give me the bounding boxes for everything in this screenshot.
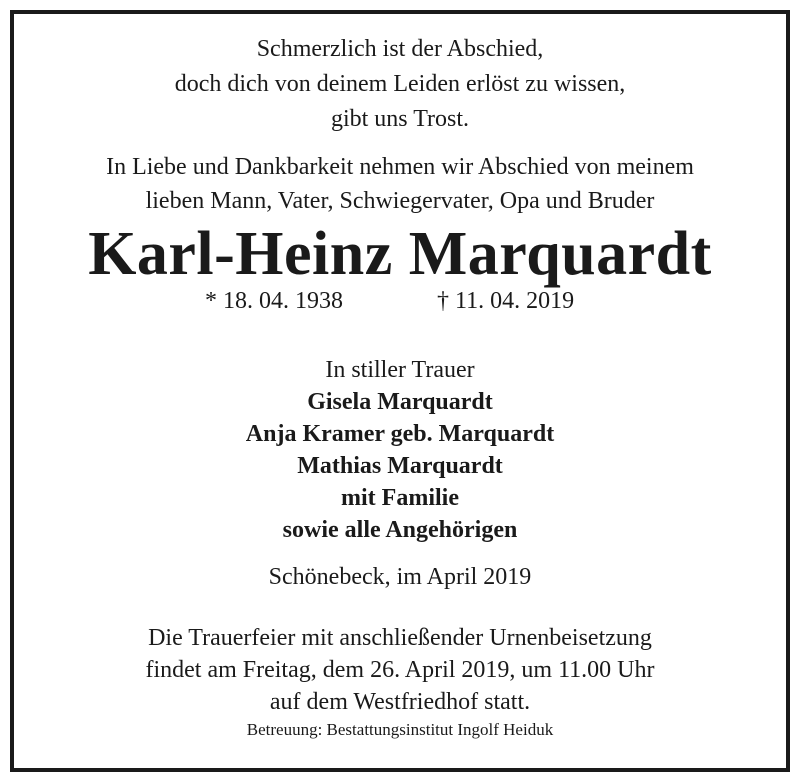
funeral-home-credit: Betreuung: Bestattungsinstitut Ingolf Heiduk xyxy=(246,720,554,739)
mourner-name: sowie alle Angehörigen xyxy=(282,517,518,543)
farewell-intro xyxy=(14,150,786,218)
death-date: † 11. 04. 2019 xyxy=(437,288,575,314)
intro-line: In Liebe und Dankbarkeit nehmen wir Abschied von meinem xyxy=(106,154,694,180)
mourners-list xyxy=(14,354,786,546)
ceremony-details xyxy=(14,622,786,718)
ceremony-line: findet am Freitag, dem 26. April 2019, um 11.00 Uhr xyxy=(145,657,655,683)
mourner-name: Anja Kramer geb. Marquardt xyxy=(245,421,555,447)
mourner-name: mit Familie xyxy=(341,485,459,511)
ceremony-line: Die Trauerfeier mit anschließender Urnenbeisetzung xyxy=(148,625,652,651)
intro-line: lieben Mann, Vater, Schwiegervater, Opa und Bruder xyxy=(145,188,655,214)
verse-line: doch dich von deinem Leiden erlöst zu wissen, xyxy=(174,71,626,97)
ceremony-line: auf dem Westfriedhof statt. xyxy=(269,689,531,715)
deceased-name: Karl-Heinz Marquardt xyxy=(88,220,712,288)
birth-date: * 18. 04. 1938 xyxy=(205,288,343,314)
mourner-name: Mathias Marquardt xyxy=(297,453,503,479)
verse-line: Schmerzlich ist der Abschied, xyxy=(256,36,544,62)
mourning-heading: In stiller Trauer xyxy=(325,357,475,383)
opening-verse xyxy=(14,32,786,137)
verse-line: gibt uns Trost. xyxy=(330,106,470,132)
place-and-date: Schönebeck, im April 2019 xyxy=(268,564,532,590)
mourner-name: Gisela Marquardt xyxy=(307,389,493,415)
